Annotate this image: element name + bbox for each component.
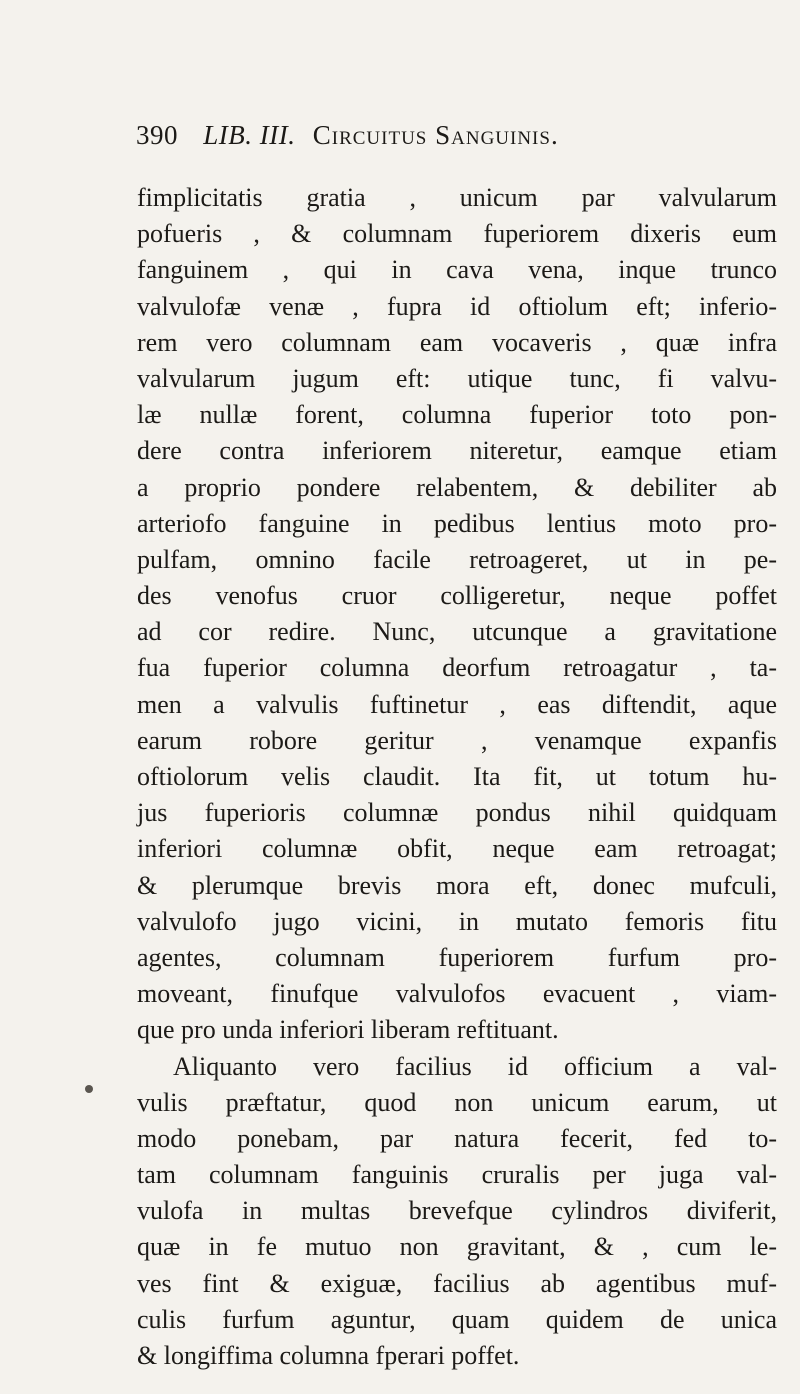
running-header [136, 120, 736, 160]
text-line: læ nullæ forent, columna fuperior toto pon- [137, 400, 777, 430]
text-line: arteriofo fanguine in pedibus lentius moto pro- [137, 508, 777, 538]
text-line: pulfam, omnino facile retroageret, ut in pe- [137, 544, 777, 574]
margin-dot-mark [85, 1085, 93, 1093]
text-line: fua fuperior columna deorfum retroagatur , ta- [137, 653, 777, 683]
text-line: valvulofo jugo vicini, in mutato femoris fitu [137, 906, 777, 936]
text-line: valvulofæ venæ , fupra id oftiolum eft; inferio- [137, 291, 777, 321]
text-line: a proprio pondere relabentem, & debiliter ab [137, 472, 777, 502]
text-line: culis furfum aguntur, quam quidem de unica [137, 1304, 777, 1334]
text-line: oftiolorum velis claudit. Ita fit, ut totum hu- [137, 762, 777, 791]
text-line: vulis præftatur, quod non unicum earum, ut [137, 1087, 777, 1117]
text-line: earum robore geritur , venamque expanfis [137, 725, 777, 755]
text-line: modo ponebam, par natura fecerit, fed to- [137, 1123, 777, 1153]
text-line: pofueris , & columnam fuperiorem dixeris eum [137, 219, 777, 249]
text-line: moveant, finufque valvulofos evacuent , viam- [137, 979, 777, 1009]
running-title: Circuitus Sanguinis. [312, 120, 559, 150]
text-line: & longiffima columna fperari poffet. [137, 1341, 520, 1370]
text-line: des venofus cruor colligeretur, neque poffet [137, 581, 777, 611]
text-line: ad cor redire. Nunc, utcunque a gravitatione [137, 617, 777, 647]
book-label: LIB. III. [203, 120, 296, 150]
text-line: rem vero columnam eam vocaveris , quæ infra [137, 327, 777, 357]
body-text [137, 180, 777, 1374]
text-line: men a valvulis fuftinetur , eas diftendit, aque [137, 689, 777, 719]
text-line: ves fint & exiguæ, facilius ab agentibus muf- [137, 1268, 777, 1298]
text-line: inferiori columnæ obfit, neque eam retroagat; [137, 834, 777, 864]
text-line: & plerumque brevis mora eft, donec mufculi, [137, 870, 777, 900]
paragraph-start-line: Aliquanto vero facilius id officium a val- [173, 1051, 777, 1081]
text-line: valvularum jugum eft: utique tunc, fi valvu- [137, 363, 777, 393]
text-line: jus fuperioris columnæ pondus nihil quidquam [137, 798, 777, 828]
text-line: tam columnam fanguinis cruralis per juga val- [137, 1160, 777, 1190]
text-line: fimplicitatis gratia , unicum par valvularum [137, 183, 777, 212]
page-number: 390 [136, 120, 178, 150]
text-line: agentes, columnam fuperiorem furfum pro- [137, 942, 777, 972]
text-line: que pro unda inferiori liberam reftituant. [137, 1015, 559, 1045]
text-line: quæ in fe mutuo non gravitant, & , cum le- [137, 1232, 777, 1262]
text-line: dere contra inferiorem niteretur, eamque etiam [137, 436, 777, 466]
text-line: vulofa in multas brevefque cylindros diviferit, [137, 1196, 777, 1226]
text-line: fanguinem , qui in cava vena, inque trunco [137, 255, 777, 285]
